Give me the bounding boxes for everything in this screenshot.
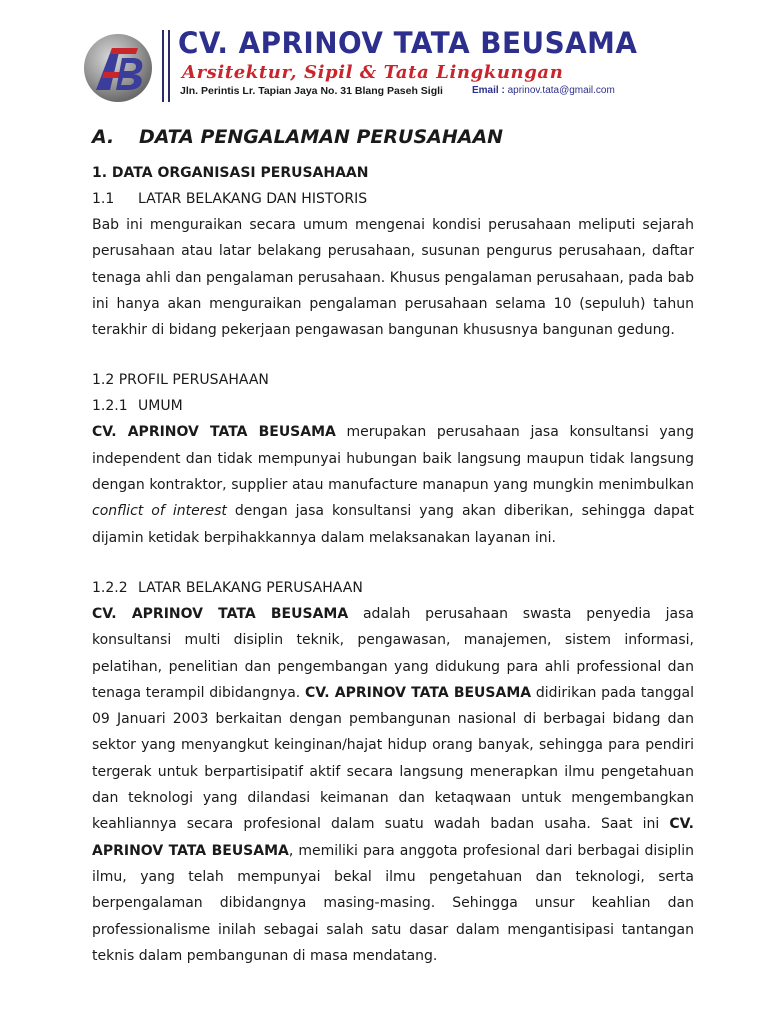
org-heading: 1. DATA ORGANISASI PERUSAHAAN (92, 165, 369, 181)
divider (162, 30, 164, 102)
paragraph (92, 601, 694, 969)
subsection-title: UMUM (138, 398, 183, 415)
paragraph: Bab ini menguraikan secara umum mengenai kondisi perusahaan meliputi sejarah perusahaan atau latar belakang perusahaan, susunan pengurus perusahaan, daftar tenaga ahli dan pengalaman perusahaan. Khusus pengalaman perusahaan, pada bab ini hanya akan menguraikan pengalaman perusahaan selama 10 (sepuluh) tahun terakhir di bidang pekerjaan pengawasan bangunan khususnya bangunan gedung. (92, 217, 694, 339)
paragraph-text: adalah perusahaan swasta penyedia jasa konsultansi multi disiplin teknik, pengawasan, manajemen, sistem informasi, pelatihan, penelitian dan pengembangan yang didukung para ahli professional dan tenaga terampil dibidangnya. (92, 605, 695, 701)
company-tagline: Arsitektur, Sipil & Tata Lingkungan (182, 62, 564, 83)
paragraph-text: , memiliki para anggota profesional dari berbagai disiplin ilmu, yang telah mempunyai bekal ilmu pengetahuan dan teknologi, serta berpengalaman dibidangnya masing-masing. Sehingga unsur keahlian dan professionalisme inilah sebagai salah satu dasar dalam mengantisipasi tantangan teknis dalam pembangunan di masa mendatang. (92, 842, 694, 964)
company-name-inline: CV. APRINOV TATA BEUSAMA (305, 684, 532, 701)
subsection-heading (92, 186, 694, 212)
paragraph-text: merupakan perusahaan jasa konsultansi yang independent dan tidak mempunyai hubungan baik langsung maupun tidak langsung dengan kontraktor, supplier atau manufacture manapun yang mungkin menimbulkan (92, 424, 694, 494)
email-label: Email : (472, 85, 505, 96)
company-email (472, 85, 615, 96)
company-name-inline: CV. APRINOV TATA BEUSAMA (92, 424, 336, 441)
subsection-heading (92, 393, 694, 419)
document-body (92, 122, 694, 969)
section-number: A. (92, 126, 115, 148)
divider (168, 30, 170, 102)
company-address: Jln. Perintis Lr. Tapian Jaya No. 31 Blang Paseh Sigli (180, 85, 443, 97)
section-heading (92, 122, 694, 152)
paragraph-text: didirikan pada tanggal 09 Januari 2003 berkaitan dengan pembangunan nasional di berbagai bidang dan sektor yang menyangkut keinginan/hajat hidup orang banyak, sehingga para pendiri tergerak untuk berpartisipatif aktif secara langsung menerapkan ilmu pengetahuan dan teknologi yang dilandasi keimanan dan ketaqwaan untuk mengembangkan keahliannya secara profesional dalam suatu wadah badan usaha. Saat ini (92, 684, 695, 833)
paragraph-text: dengan jasa konsultansi yang akan diberikan, sehingga dapat dijamin ketidak berpihakkannya dalam melaksanakan layanan ini. (92, 503, 694, 546)
company-name-inline: CV. APRINOV TATA BEUSAMA (92, 605, 349, 622)
subsection-number: 1.2.1 (92, 398, 128, 415)
subsection-heading (92, 575, 694, 601)
company-name-inline: CV. APRINOV TATA BEUSAMA (92, 816, 694, 859)
email-address[interactable]: aprinov.tata@gmail.com (507, 85, 615, 96)
subsection-title: LATAR BELAKANG PERUSAHAAN (138, 579, 363, 596)
company-logo-icon (82, 32, 154, 104)
section-title: DATA PENGALAMAN PERUSAHAAN (139, 126, 504, 148)
company-name: CV. APRINOV TATA BEUSAMA (178, 26, 638, 60)
profile-heading: 1.2 PROFIL PERUSAHAAN (92, 372, 269, 389)
paragraph (92, 419, 694, 550)
italic-term: conflict of interest (92, 503, 227, 520)
subsection-number: 1.2.2 (92, 579, 128, 596)
subsection-number: 1.1 (92, 191, 115, 207)
subsection-title: LATAR BELAKANG DAN HISTORIS (138, 191, 368, 207)
letterhead (80, 24, 638, 104)
